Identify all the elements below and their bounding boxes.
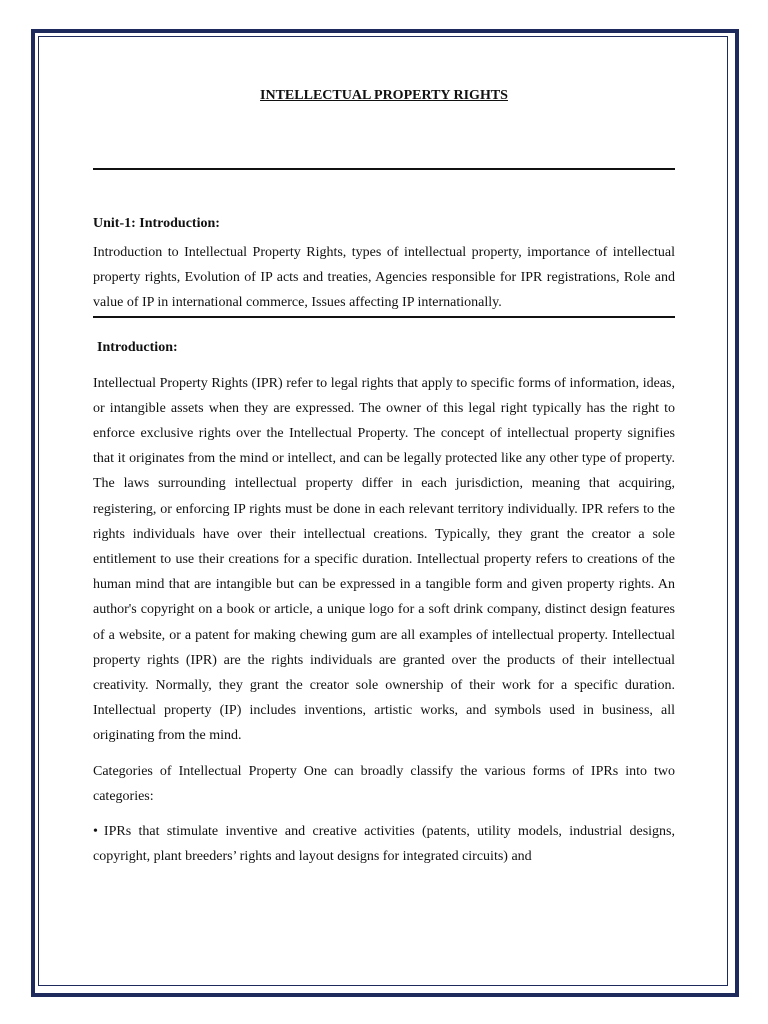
bullet-item <box>93 819 675 869</box>
unit-heading: Unit-1: Introduction: <box>93 216 220 231</box>
unit-summary: Introduction to Intellectual Property Rights, types of intellectual property, importance of intellectual property rights, Evolution of IP acts and treaties, Agencies responsible for IPR registrations, Role and value of IP in international commerce, Issues affecting IP internationally. <box>93 245 675 311</box>
document-body <box>93 86 675 869</box>
title-divider <box>93 168 675 170</box>
bullet-icon: • <box>93 824 98 840</box>
intro-heading: Introduction: <box>97 339 178 355</box>
document-title: INTELLECTUAL PROPERTY RIGHTS <box>260 88 508 103</box>
categories-paragraph: Categories of Intellectual Property One can broadly classify the various forms of IPRs into two categories: <box>93 763 675 804</box>
summary-divider <box>93 316 675 318</box>
intro-paragraph: Intellectual Property Rights (IPR) refer to legal rights that apply to specific forms of information, ideas, or intangible assets when they are expressed. The owner of this legal right typically has the right to enforce exclusive rights over the Intellectual Property. The concept of intellectual property signifies that it originates from the mind or intellect, and can be legally protected like any other type of property. The laws surrounding intellectual property differ in each jurisdiction, meaning that acquiring, registering, or enforcing IP rights must be done in each relevant territory individually. IPR refers to the rights individuals have over their intellectual creations. Typically, they grant the creator a sole entitlement to use their creations for a specific duration. Intellectual property refers to creations of the human mind that are intangible but can be expressed in a tangible form and given property rights. An author's copyright on a book or article, a unique logo for a soft drink company, distinct design features of a website, or a patent for making chewing gum are all examples of intellectual property. Intellectual property rights (IPR) are the rights individuals are granted over the products of their intellectual creativity. Normally, they grant the creator sole ownership of their work for a specific duration. Intellectual property (IP) includes inventions, artistic works, and symbols used in business, all originating from the mind. <box>93 375 675 744</box>
bullet-text: IPRs that stimulate inventive and creative activities (patents, utility models, industrial designs, copyright, plant breeders’ rights and layout designs for integrated circuits) and <box>93 824 675 865</box>
